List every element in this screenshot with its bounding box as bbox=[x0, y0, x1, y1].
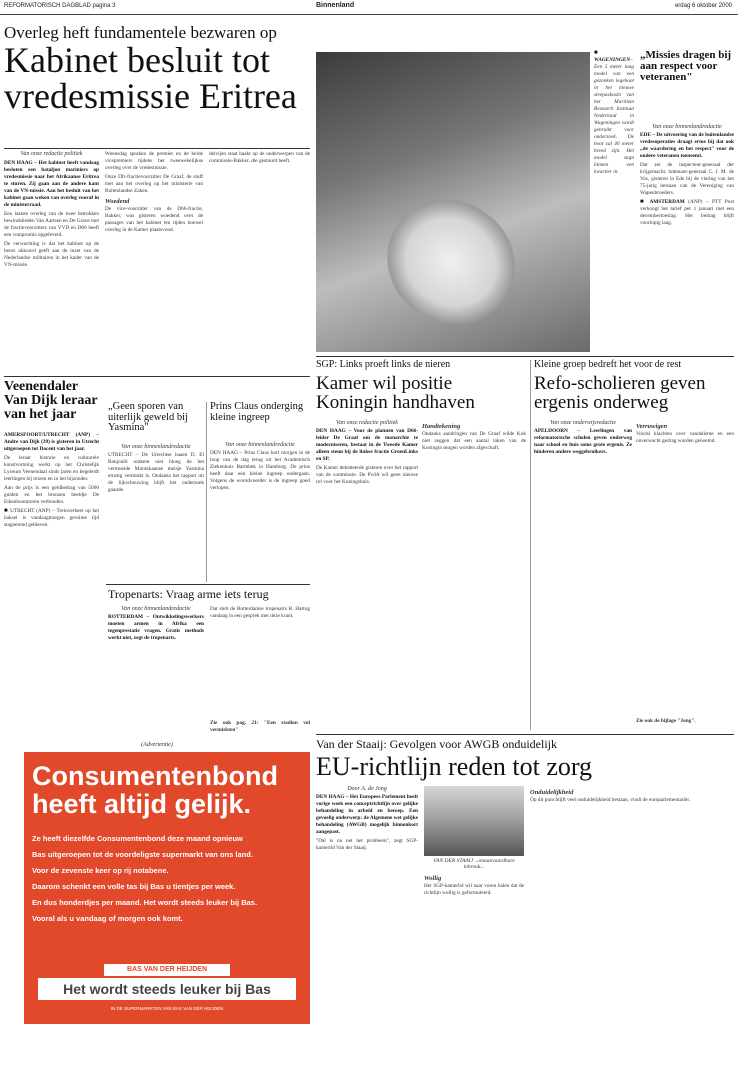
sgp-byline: Van onze redactie politiek bbox=[336, 420, 398, 426]
lead-intro: DEN HAAG – Het kabinet heeft vandaag besloten een bataljon mariniers op vredesmissie naar het Afrikaanse Eritrea te sturen. Zij gaan aan de andere kant van de VN-missie. Aan het besluit van het kabinet gaan weken van overleg vooraf in de ministerraad. bbox=[4, 160, 99, 208]
caption-lead: WAGENINGEN bbox=[594, 57, 631, 63]
rule bbox=[316, 734, 734, 735]
refo-intro: APELDOORN – Leerlingen van reformatorische scholen geven onderweg naar school en huis soms grote ergenis. Ze hinderen andere weggebruikers. bbox=[534, 428, 632, 455]
refo-paragraph: Vooral klachten over vandalisme en een onverwacht gedrag worden genoemd. bbox=[636, 431, 734, 444]
advert-line: Ze heeft diezelfde Consumentenbond deze maand opnieuw bbox=[32, 834, 243, 843]
tropenarts-continue: Zie ook pag. 21: "Een stadion vol vermiskten" bbox=[210, 720, 310, 733]
rule bbox=[316, 356, 734, 357]
sgp-col-2 bbox=[422, 420, 526, 728]
refo-kicker: Kleine groep bedreft het voor de rest bbox=[534, 359, 682, 370]
veenendaler-bullet: UTRECHT (ANP) – Treinverkeer op het baksel is vandaagmorgen geruime tijd stagnerend gebleven. bbox=[4, 508, 99, 528]
advert-line: Daarom schenkt een volle tas bij Bas u tientjes per week. bbox=[32, 882, 236, 891]
missies-body: EDE – De uitvoering van de buitenlandse vredesoperaties draagt ertoe bij dat ook „de waardering en het respect" voor de oudere veteranen toeneemt. Dat zei de inspecteur-generaal der krijgsmacht, luitenant-generaal C. J. M. de Vos, gisteren in Ede bij de viering van het 75-jarig bestaan van de Vereniging van Wapenbroeders. ■ AMSTERDAM (ANP) – PTT Post verhoogt het tarief per 1 januari met een decembertoeslag. Het bedrag blijft voorlopig laag. bbox=[640, 132, 734, 226]
veenendaler-story bbox=[4, 380, 99, 422]
refo-headline: Refo-scholieren geven ergenis onderweg bbox=[534, 373, 706, 413]
advert-label: (Advertentie) bbox=[141, 742, 173, 748]
portrait-caption: VAN DER STAAIJ ...onaanvaardbare inbreuk... bbox=[433, 858, 515, 870]
veenendaler-paragraph: De leraar historie en cultuurele kunstvorming werkt op het Christelijk Lyceum Veenendaal sinds jaren en begeleidt leerlingen bij reizen en in het bijzonder. bbox=[4, 455, 99, 482]
awgb-col-3 bbox=[530, 786, 734, 1060]
refo-byline: Van onze onderwijsredactie bbox=[549, 420, 617, 426]
refo-continue: Zie ook de bijlage "Jong". bbox=[636, 718, 696, 724]
lead-story bbox=[4, 24, 310, 114]
awgb-paragraph: Op dit punt blijft veel onduidelijkheid bestaan, vindt de europarlementariër. bbox=[530, 797, 691, 803]
advert-headline-2: heeft altijd gelijk. bbox=[32, 789, 252, 819]
yasmina-byline: Van onze binnenlandredactie bbox=[121, 444, 191, 450]
awgb-byline: Door A. de Jong bbox=[347, 786, 387, 792]
prins-body: DEN HAAG – Prins Claus kort morgen in de loop van de dag terug uit het Academisch Ziekenhuis Barmbek in Hamburg. De prins heeft daar een kleine ingreep ondergaan. Volgens de woordvoerder is de ingreep goed verlopen. bbox=[210, 450, 310, 491]
yasmina-body: UTRECHT – De Utrechtse haaen D. El Banjoulli ontkent niet bloeg de het vermoeide Marokkaanse meisje Yasmina ernstig verminkt is. Ondanks het rapport uit de lijkschouwing blijft het onderzoek gaande. bbox=[108, 452, 204, 493]
paper-name: REFORMATORISCH DAGBLAD pagina 3 bbox=[4, 3, 116, 9]
sgp-paragraph: De Kamer debatteerde gisteren over het rapport van de commissie. De PvdA wil geen nieuwe rol voor het Koningshuis. bbox=[316, 465, 418, 485]
lead-paragraph: Woensdag spraken de premier en de beide vicepremiers tijdens het tweewekelijkse overleg over de vredesmissie. bbox=[105, 151, 203, 171]
section-name: Binnenland bbox=[316, 2, 355, 9]
veenendaler-headline: Veenendaler Van Dijk leraar van het jaar bbox=[4, 379, 98, 422]
lead-col-3 bbox=[209, 151, 310, 372]
masthead bbox=[0, 0, 738, 15]
lead-paragraph: De vice-voorzitter van de D66-fractie, Bakker, was gisteren woedend over de passages van het kabinet ten tijden hoewel overleg in de Kamer plaatsvond. bbox=[105, 206, 203, 233]
prins-headline: Prins Claus onderging kleine ingreep bbox=[210, 401, 304, 423]
missies-intro: EDE – De uitvoering van de buitenlandse vredesoperaties draagt ertoe bij dat ook „de waardering en het respect" voor de oudere veteranen toeneemt. bbox=[640, 132, 734, 159]
lead-col-2 bbox=[105, 151, 203, 372]
missies-paragraph: Dat zei de inspecteur-generaal der krijgsmacht, luitenant-generaal C. J. M. de Vos, gisteren in Ede bij de viering van het 75-jarig bestaan van de Vereniging van Wapenbroeders. bbox=[640, 162, 734, 196]
lead-paragraph: Onze Dfr-fractievoorzitter De Graaf, de stuff met aan het overleg op het ministerie van Buitenlandse Zaken. bbox=[105, 174, 203, 194]
yasmina-story bbox=[108, 402, 204, 434]
rule bbox=[4, 376, 310, 377]
boat-model-image bbox=[363, 176, 538, 349]
tropenarts-col-2 bbox=[210, 606, 310, 716]
refo-col-1 bbox=[534, 428, 632, 728]
tropenarts-paragraph: Dat stelt de Rotterdamse tropenarts R. Hartog vandaag in een gesprek met deze krant. bbox=[210, 606, 310, 619]
missies-headline: „Missies dragen bij aan respect voor veteranen" bbox=[640, 49, 732, 83]
awgb-subhead: Wollig bbox=[424, 875, 442, 882]
yasmina-headline: „Geen sporen van uiterlijk geweld bij Yasmina" bbox=[108, 401, 188, 433]
refo-subhead: Verruwigen bbox=[636, 423, 668, 430]
missies-bullet: (ANP) – PTT Post verhoogt het tarief per 1 januari met een decembertoeslag. Het bedrag blijft voorlopig laag. bbox=[640, 199, 734, 226]
advert-slogan: Het wordt steeds leuker bij Bas bbox=[38, 978, 296, 1000]
advert-small-print: IN DE SUPERMARKTEN VAN BAS VAN DER HEIJDEN bbox=[110, 1006, 224, 1011]
awgb-paragraph: Het SGP-kamerlid wil naar voren halen dat de richtlijn wollig is geformuleerd. bbox=[424, 883, 524, 896]
caption-text: – Een 5 meter lang model van een gezonken legeboot in het nieuwe sleepasbasin van het Maritiem Research Instituut Nederland in Wageningen wordt gebruikt voor onderzoek. De boot zal 40 meter breed zijn. Het model stapt binnen een kwartier in. bbox=[594, 57, 634, 175]
advert-line: Bas uitgeroepen tot de voordeligste supermarkt van ons land. bbox=[32, 850, 253, 859]
sgp-paragraph: Ondanks aandringen van De Graaf wilde Kok niet zeggen dat een aantal taken van de Koningin mogen worden afgeschaft. bbox=[422, 431, 526, 451]
sgp-intro: DEN HAAG – Voor de plannen van D66-leider De Graaf om de monarchie te moderniseren, bestaat in de Tweede Kamer alleen steun bij de linkse fractie GroenLinks en SP. bbox=[316, 428, 418, 462]
advert-brand: BAS VAN DER HEIJDEN bbox=[104, 964, 230, 976]
column-divider bbox=[530, 360, 531, 730]
awgb-kicker: Van der Staaij: Gevolgen voor AWGB onduidelijk bbox=[316, 737, 557, 751]
sgp-subhead: Handtekening bbox=[422, 423, 461, 430]
photo-caption: ■ WAGENINGEN– Een 5 meter lang model van een gezonken legeboot in het nieuwe sleepasbasin van het Maritiem Research Instituut Nederland in Wageningen wordt gebruikt voor onderzoek. De boot zal 40 meter breed zijn. Het model stapt binnen een kwartier in. bbox=[594, 50, 634, 175]
awgb-headline: EU-richtlijn reden tot zorg bbox=[316, 752, 593, 781]
news-photo bbox=[316, 52, 590, 352]
lead-kicker: Overleg heft fundamentele bezwaren op bbox=[4, 23, 277, 42]
missies-bullet-lead: AMSTERDAM bbox=[649, 199, 685, 205]
lead-headline-2: vredesmissie Eritrea bbox=[4, 76, 297, 116]
lead-paragraph: Een laatste overleg van de twee betrokken bewindslieden Van Aartsen en De Grave met de fractievoorzitters van VVD en D66 heeft een compromis opgeleverd. bbox=[4, 211, 99, 238]
advert-headline-1: Consumentenbond bbox=[32, 761, 278, 791]
veenendaler-intro: AMERSFOORT/UTRECHT (ANP) – Andre van Dijk (39) is gisteren in Utrecht uitgeroepen tot Docent van het jaar. bbox=[4, 432, 99, 452]
sgp-kicker: SGP: Links proeft links de nieren bbox=[316, 359, 451, 370]
advert-line: Voor de zevenste keer op rij notabene. bbox=[32, 866, 169, 875]
advert-line: En dus honderdjes per maand. Het wordt steeds leuker bij Bas. bbox=[32, 898, 258, 907]
awgb-col-2 bbox=[424, 872, 524, 1060]
veenendaler-paragraph: Aan de prijs is een geldbedrag van 5000 gulden en het bronzen beeldje De Eikenboomtoren verbonden. bbox=[4, 485, 99, 505]
issue-date: erdag 6 oktober 2000 bbox=[674, 3, 732, 9]
awgb-col-1 bbox=[316, 794, 418, 1060]
lead-headline-1: Kabinet besluit tot bbox=[4, 40, 270, 80]
tropenarts-byline: Van onze binnenlandredactie bbox=[121, 606, 191, 612]
refo-col-2 bbox=[636, 420, 734, 710]
advert-line: Vooral als u vandaag of morgen ook komt. bbox=[32, 914, 183, 923]
lead-paragraph: delvijen staat haakt op de onderwerpen van de commissie-Bakker, die gestuurd heeft. bbox=[209, 151, 310, 164]
tropenarts-intro: ROTTERDAM – Ontwikkelingswerkers moeten armen in Afrika een tegenprestatie vragen. Gratis methods werkt niet, zegt de tropenarts. bbox=[108, 614, 204, 641]
lead-byline: Van onze redactie politiek bbox=[20, 151, 83, 157]
sgp-col-1 bbox=[316, 428, 418, 728]
awgb-paragraph: "Dat is nu net het probleem", zegt SGP-kamerlid Van der Staaij. bbox=[316, 838, 418, 851]
lead-paragraph: De verwachting is dat het kabinet op de beurs akkoord geeft aan de inzet van de Nederlandse militairen in het kader van de VN-missie. bbox=[4, 241, 99, 268]
missies-story bbox=[640, 50, 734, 83]
supermarket-advert[interactable] bbox=[24, 752, 310, 1024]
sgp-headline: Kamer wil positie Koningin handhaven bbox=[316, 373, 475, 413]
lead-subhead: Woedend bbox=[105, 198, 130, 205]
lead-col-1 bbox=[4, 160, 99, 372]
tropenarts-col-1 bbox=[108, 614, 204, 732]
portrait-photo bbox=[424, 786, 524, 856]
prins-byline: Van onze binnenlandredactie bbox=[225, 442, 295, 448]
prins-story bbox=[210, 402, 310, 423]
column-divider bbox=[206, 402, 207, 582]
veenendaler-body: AMERSFOORT/UTRECHT (ANP) – Andre van Dijk (39) is gisteren in Utrecht uitgeroepen tot Docent van het jaar. De leraar historie en cultuurele kunstvorming werkt op het Christelijk Lyceum Veenendaal sinds jaren en begeleidt leerlingen bij reizen en in het bijzonder. Aan de prijs is een geldbedrag van 5000 gulden en het bronzen beeldje De Eikenboomtoren verbonden. ■ UTRECHT (ANP) – Treinverkeer op het baksel is vandaagmorgen geruime tijd stagnerend gebleven. bbox=[4, 432, 99, 528]
rule bbox=[106, 584, 310, 585]
missies-byline: Van onze binnenlandredactie bbox=[652, 124, 722, 130]
rule bbox=[4, 148, 310, 149]
tropenarts-headline: Tropenarts: Vraag arme iets terug bbox=[108, 587, 269, 601]
awgb-subhead: Onduidelijkheid bbox=[530, 789, 574, 796]
awgb-intro: DEN HAAG – Het Europees Parlement heeft vorige week een conceptrichtlijn over gelijke behandeling in arbeid en beroep. Een gevoelig onderwerp: de Algemene wet gelijke behandeling (AWGB) mogelijk binnenkort aangepast. bbox=[316, 794, 418, 835]
